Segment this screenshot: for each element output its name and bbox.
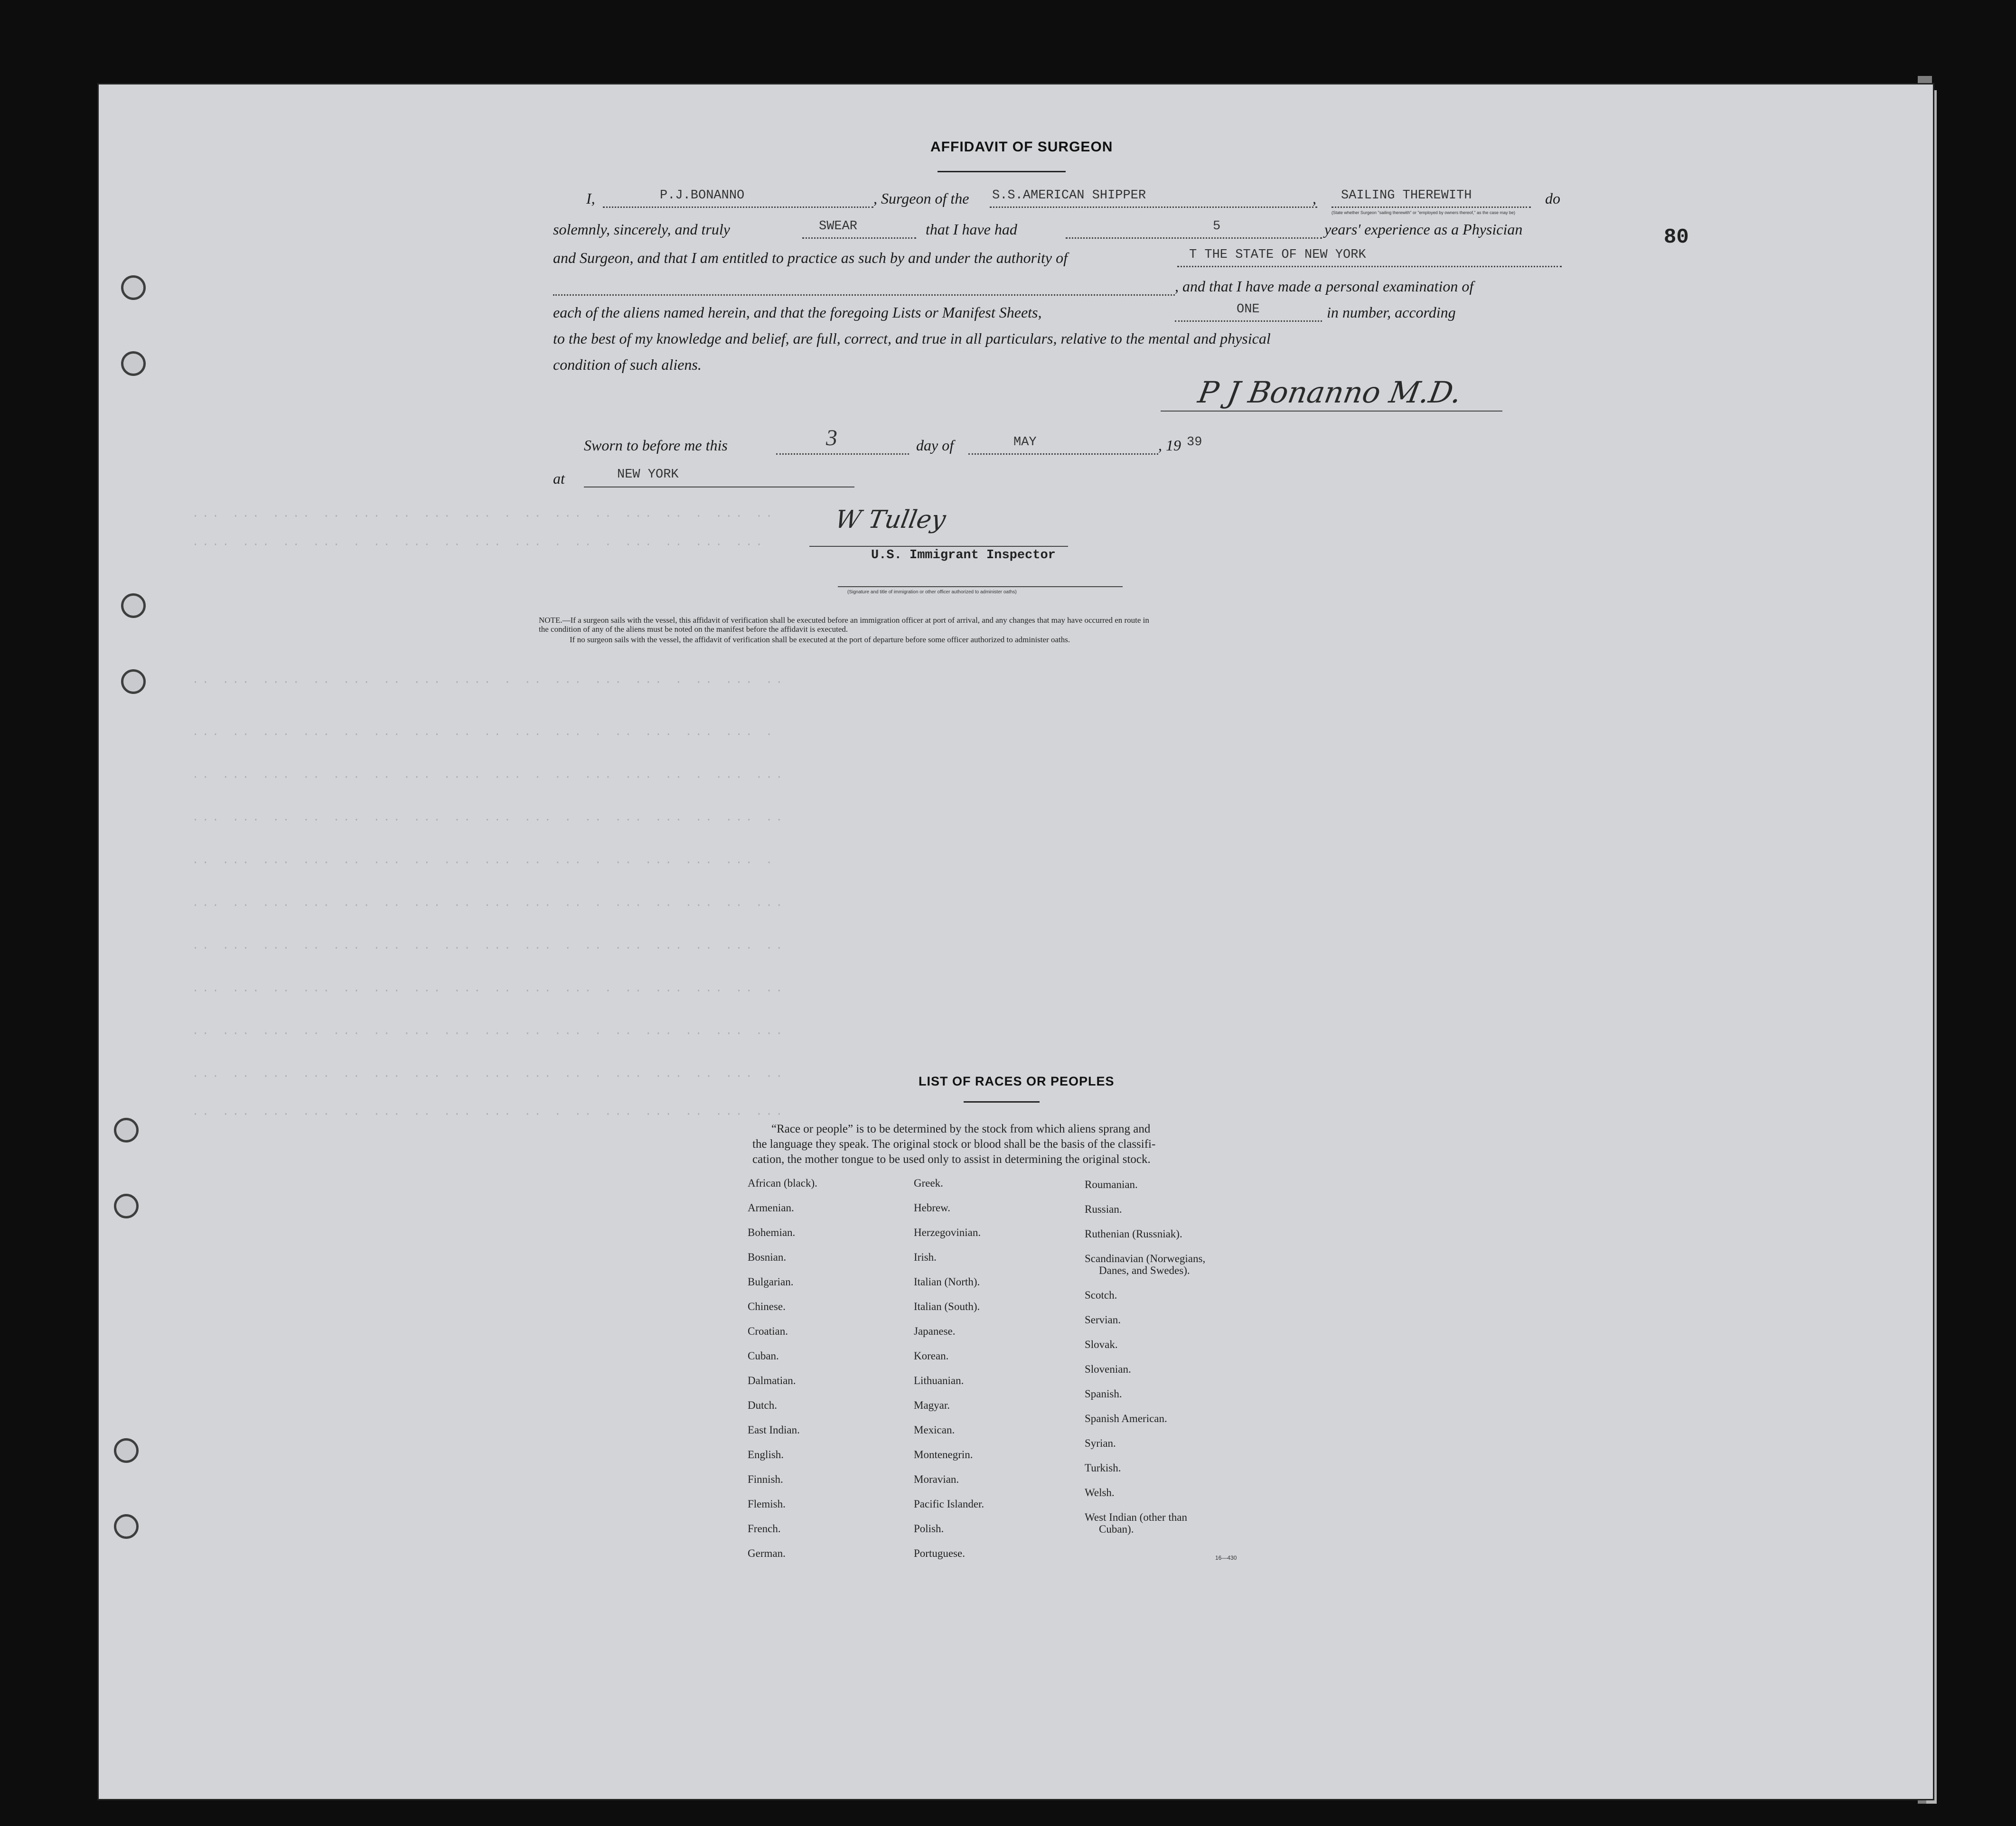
race-item: Ruthenian (Russniak). <box>1085 1228 1182 1240</box>
inspector-signature-line <box>809 546 1068 547</box>
race-item: Armenian. <box>748 1202 794 1214</box>
race-item: Scotch. <box>1085 1289 1117 1301</box>
bleed-through-row: ··· ·· ··· ··· ·· ··· ··· ·· ··· ··· ·· · ··· ··· ·· ··· ·· <box>192 1070 786 1082</box>
race-item: East Indian. <box>748 1424 800 1436</box>
foregoing-lists-text: each of the aliens named herein, and that the foregoing Lists or Manifest Sheets, <box>553 304 1042 321</box>
do-text: do <box>1545 190 1560 207</box>
at-text: at <box>553 470 565 487</box>
race-item: Croatian. <box>748 1325 788 1337</box>
inspector-title-line <box>838 586 1123 587</box>
binder-hole <box>114 1438 139 1463</box>
year-prefix-text: , 19 <box>1158 437 1181 454</box>
surgeon-signature: P J Bonanno M.D. <box>1195 375 1464 410</box>
solemnly-text: solemnly, sincerely, and truly <box>553 221 730 238</box>
race-item: English. <box>748 1449 784 1461</box>
race-item: Dalmatian. <box>748 1375 796 1386</box>
races-title-rule <box>964 1101 1040 1103</box>
binder-hole <box>121 351 146 376</box>
month-field: MAY <box>1013 435 1037 449</box>
binder-hole <box>114 1118 139 1142</box>
affidavit-title: AFFIDAVIT OF SURGEON <box>930 139 1113 155</box>
page-number: 80 <box>1664 225 1689 249</box>
name-blank <box>603 206 873 208</box>
race-item: Mexican. <box>914 1424 955 1436</box>
binder-hole <box>114 1514 139 1539</box>
bleed-through-row: ·· ··· ···· ·· ··· ·· ··· ···· · ·· ··· ··· ··· · ·· ··· ·· <box>192 676 786 688</box>
race-item: Scandinavian (Norwegians, <box>1085 1253 1206 1264</box>
bleed-through-row: ·· ··· ··· ·· ··· ··· ·· ··· ··· ··· · ·· ··· ··· ·· ··· ·· <box>192 942 786 954</box>
note-line-1: NOTE.—If a surgeon sails with the vessel, this affidavit of verification shall be executed before an immigration officer at port of arrival, and any changes that may have occurred en route in <box>539 616 1149 625</box>
race-item: Korean. <box>914 1350 949 1362</box>
race-item: Spanish American. <box>1085 1413 1167 1424</box>
bleed-through-row: ·· ··· ··· ·· ··· ·· ··· ··· ··· ·· ··· · ·· ··· ·· ··· ··· <box>192 1028 786 1039</box>
race-item: Greek. <box>914 1177 943 1189</box>
race-item-continued: Cuban). <box>1099 1523 1134 1535</box>
race-item: Italian (North). <box>914 1276 980 1288</box>
authority-text: and Surgeon, and that I am entitled to practice as such by and under the authority of <box>553 249 1068 266</box>
note-line-2: the condition of any of the aliens must be noted on the manifest before the affidavit is executed. <box>539 625 848 634</box>
binder-hole <box>121 669 146 694</box>
race-item: Slovak. <box>1085 1339 1118 1350</box>
bleed-through-row: ···· ··· ·· ··· · ·· ··· ·· ··· ··· · ·· · ··· ·· ··· ··· <box>192 539 766 551</box>
years-experience-text: years' experience as a Physician <box>1324 221 1523 238</box>
comma-text: , <box>1313 190 1316 207</box>
binder-hole <box>114 1194 139 1218</box>
authority-field: T THE STATE OF NEW YORK <box>1189 248 1366 262</box>
month-blank <box>968 453 1158 455</box>
race-item: Welsh. <box>1085 1487 1115 1498</box>
races-intro <box>752 1122 1155 1167</box>
day-blank <box>776 453 909 455</box>
race-item: Spanish. <box>1085 1388 1122 1400</box>
years-field: 5 <box>1213 219 1221 234</box>
race-item: Moravian. <box>914 1473 959 1485</box>
race-item: Japanese. <box>914 1325 956 1337</box>
day-of-text: day of <box>916 437 954 454</box>
race-item: Slovenian. <box>1085 1363 1131 1375</box>
bleed-through-row: ·· ··· ··· ··· ·· ··· ·· ··· ··· ·· ··· · ·· ··· ··· ··· · <box>192 857 776 869</box>
races-intro-line-1: “Race or people” is to be determined by the stock from which aliens sprang and <box>771 1123 1151 1135</box>
place-field: NEW YORK <box>617 468 679 482</box>
race-item: Finnish. <box>748 1473 783 1485</box>
race-item: Lithuanian. <box>914 1375 964 1386</box>
bleed-through-row: ··· ·· ··· ··· ··· ·· ··· ·· ··· ··· ·· · ··· ·· ··· ·· ··· <box>192 899 786 911</box>
binder-hole <box>121 593 146 618</box>
race-item: Russian. <box>1085 1203 1122 1215</box>
oath-field: SWEAR <box>819 219 858 234</box>
status-blank <box>1331 206 1531 208</box>
races-title: LIST OF RACES OR PEOPLES <box>919 1074 1115 1088</box>
inspector-title: U.S. Immigrant Inspector <box>871 548 1056 562</box>
surgeon-of-text: , Surgeon of the <box>873 190 969 207</box>
surgeon-name-field: P.J.BONANNO <box>660 188 745 203</box>
race-item: Chinese. <box>748 1301 786 1312</box>
race-item: Bulgarian. <box>748 1276 794 1288</box>
race-item: Montenegrin. <box>914 1449 973 1461</box>
inspector-signature: W Tulley <box>833 506 948 534</box>
races-intro-line-2: the language they speak. The original stock or blood shall be the basis of the classifi- <box>752 1138 1156 1151</box>
that-i-have-had-text: that I have had <box>926 221 1017 238</box>
race-item: Polish. <box>914 1523 944 1535</box>
authority-blank <box>1177 266 1562 267</box>
race-item: Syrian. <box>1085 1437 1116 1449</box>
race-item: Turkish. <box>1085 1462 1121 1474</box>
knowledge-belief-text: to the best of my knowledge and belief, are full, correct, and true in all particulars, relative to the mental and physical <box>553 330 1271 347</box>
bleed-through-row: ··· ··· ·· ·· ··· ··· ··· ·· ··· ··· · ·· ··· ··· ·· ··· ·· <box>192 814 786 826</box>
oath-blank <box>802 237 916 239</box>
race-item: Pacific Islander. <box>914 1498 985 1510</box>
race-item: Servian. <box>1085 1314 1121 1326</box>
bleed-through-row: ··· ··· ···· ·· ··· ·· ··· ··· · ·· ··· ·· ··· ·· · ··· ·· <box>192 510 776 522</box>
bleed-through-row: ·· ··· ··· ··· ·· ··· ·· ··· ··· ·· · ·· ··· ··· ·· ··· ··· <box>192 1108 786 1120</box>
races-intro-line-3: cation, the mother tongue to be used only to assist in determining the original stock. <box>752 1153 1151 1166</box>
race-item: Italian (South). <box>914 1301 980 1312</box>
binder-hole <box>121 275 146 300</box>
title-rule <box>938 171 1066 172</box>
status-field: SAILING THEREWITH <box>1341 188 1472 203</box>
form-number: 16—430 <box>1215 1554 1237 1561</box>
condition-text: condition of such aliens. <box>553 356 702 373</box>
in-number-text: in number, according <box>1327 304 1456 321</box>
race-item: Bosnian. <box>748 1251 787 1263</box>
day-field: 3 <box>826 425 837 450</box>
race-item: Irish. <box>914 1251 937 1263</box>
race-item: Flemish. <box>748 1498 786 1510</box>
race-item: German. <box>748 1547 786 1559</box>
race-item: Roumanian. <box>1085 1179 1138 1190</box>
status-note: (State whether Surgeon "sailing therewith" or "employed by owners thereof," as the case may be) <box>1331 210 1515 215</box>
race-item: Hebrew. <box>914 1202 951 1214</box>
race-item-continued: Danes, and Swedes). <box>1099 1264 1190 1276</box>
race-item: Magyar. <box>914 1399 950 1411</box>
sheets-blank <box>1175 320 1322 322</box>
year-field: 39 <box>1187 435 1202 449</box>
ship-blank <box>990 206 1317 208</box>
sheets-field: ONE <box>1237 302 1260 317</box>
race-item: Dutch. <box>748 1399 777 1411</box>
prefix-text: I, <box>586 190 595 207</box>
race-item: Herzegovinian. <box>914 1227 981 1238</box>
years-blank <box>1066 237 1322 239</box>
race-item: Cuban. <box>748 1350 779 1362</box>
affidavit-line-1 <box>586 190 595 207</box>
inspector-caption: (Signature and title of immigration or other officer authorized to administer oaths) <box>847 590 1017 595</box>
personal-examination-text: , and that I have made a personal examination of <box>1175 278 1474 295</box>
note-line-3: If no surgeon sails with the vessel, the affidavit of verification shall be executed at the port of departure before some officer authorized to administer oaths. <box>570 635 1070 644</box>
race-item: French. <box>748 1523 781 1535</box>
ship-name-field: S.S.AMERICAN SHIPPER <box>992 188 1146 203</box>
race-item: African (black). <box>748 1177 817 1189</box>
race-item: Portuguese. <box>914 1547 965 1559</box>
race-item: West Indian (other than <box>1085 1511 1187 1523</box>
manifest-page <box>97 83 1934 1800</box>
bleed-through-row: ··· ··· ·· ··· ·· ··· ··· ··· ·· ··· ··· · ·· ··· ··· ·· ·· <box>192 985 786 997</box>
bleed-through-row: ··· ·· ··· ··· ·· ··· ··· ·· ·· ··· ··· · ·· ··· ··· ··· · <box>192 729 776 740</box>
bleed-through-row: ·· ··· ··· ·· ··· ·· ··· ···· ··· · ·· ··· ··· ·· · ··· ··· <box>192 771 786 783</box>
race-item: Bohemian. <box>748 1227 796 1238</box>
surgeon-signature-line <box>1161 411 1502 412</box>
authority-continued-blank <box>553 294 1175 296</box>
sworn-text: Sworn to before me this <box>584 437 728 454</box>
